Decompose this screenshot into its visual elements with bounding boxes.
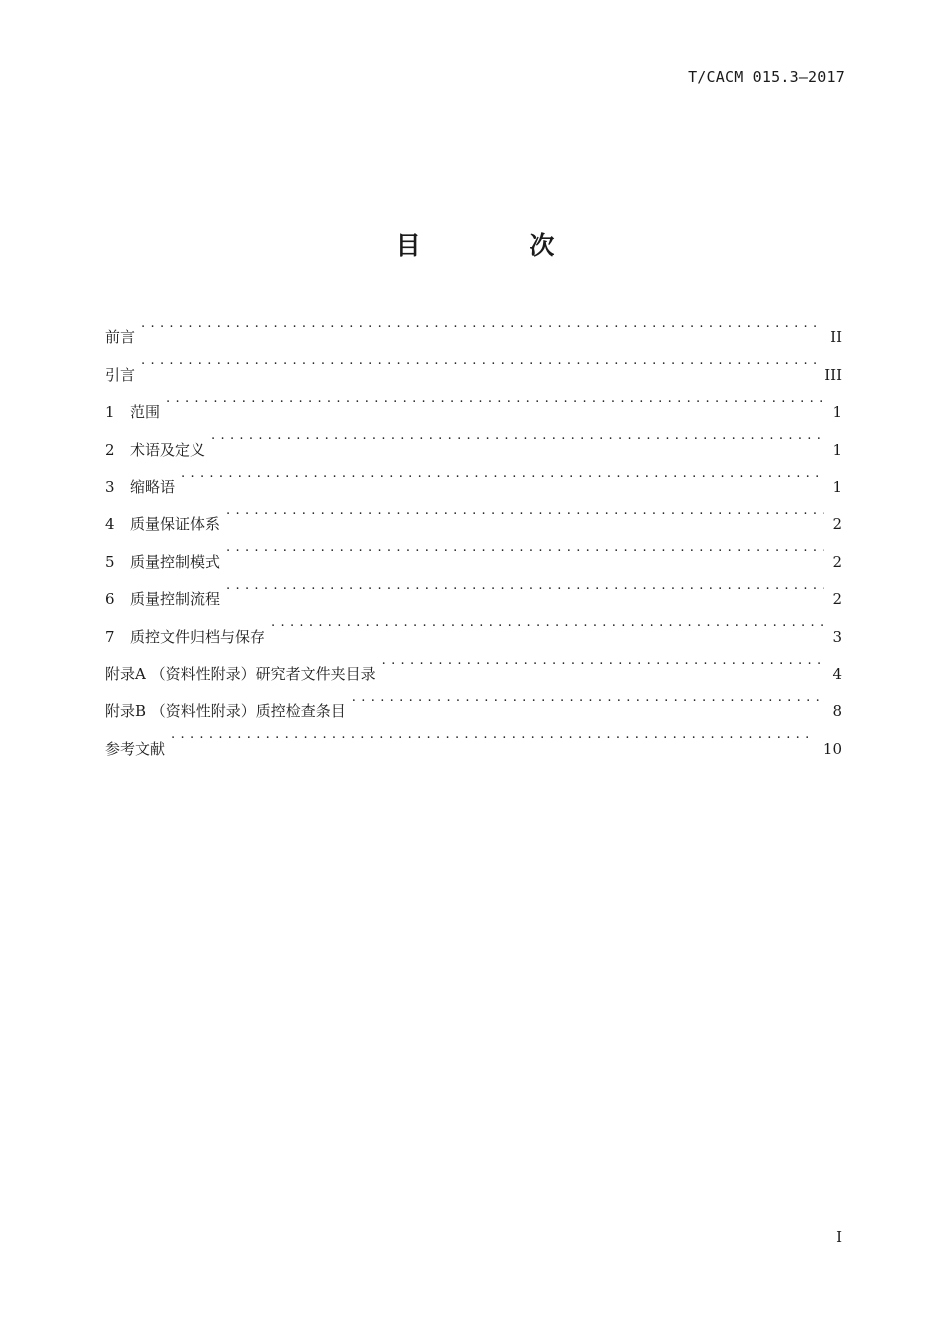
toc-entry-number: 6 [105, 590, 115, 609]
toc-entry-number: 2 [105, 440, 115, 459]
toc-leader-dots [226, 567, 824, 604]
toc-entry-page: 10 [822, 739, 842, 758]
toc-list [105, 305, 842, 758]
toc-leader-dots [271, 604, 824, 641]
toc-entry-page: 1 [832, 440, 842, 459]
toc-entry-number: 4 [105, 515, 115, 534]
toc-entry-quality-assurance[interactable] [105, 492, 842, 534]
toc-leader-dots [211, 417, 824, 454]
page-number: I [836, 1228, 842, 1246]
toc-title: 目 次 [395, 231, 605, 260]
toc-leader-dots [226, 529, 824, 566]
toc-entry-label: 质量控制流程 [130, 590, 221, 609]
toc-leader-dots [181, 455, 824, 492]
toc-leader-dots [382, 642, 825, 679]
toc-entry-page: 1 [832, 403, 842, 422]
toc-entry-page: 8 [832, 702, 842, 721]
toc-entry-label: 附录B （资料性附录）质控检查条目 [105, 702, 346, 721]
toc-leader-dots [166, 380, 824, 417]
toc-entry-page: 2 [832, 515, 842, 534]
toc-entry-abbreviations[interactable] [105, 455, 842, 496]
toc-entry-page: 1 [832, 477, 842, 496]
toc-leader-dots [171, 716, 815, 753]
toc-entry-scope[interactable] [105, 380, 842, 422]
toc-leader-dots [226, 492, 824, 529]
toc-entry-page: 2 [832, 590, 842, 609]
toc-entry-label: 质量控制模式 [130, 552, 221, 571]
toc-entry-page: 3 [832, 627, 842, 646]
document-code: T/CACM 015.3—2017 [688, 68, 845, 86]
toc-entry-label: 前言 [105, 328, 136, 347]
toc-entry-foreword[interactable] [105, 305, 842, 347]
toc-entry-label: 引言 [105, 365, 136, 384]
toc-entry-number: 5 [105, 552, 115, 571]
toc-entry-label: 缩略语 [130, 477, 176, 496]
toc-entry-introduction[interactable] [105, 342, 842, 384]
toc-entry-page: III [824, 365, 842, 384]
toc-entry-page: 4 [832, 664, 842, 683]
toc-entry-label: 范围 [130, 403, 161, 422]
toc-entry-number: 7 [105, 627, 115, 646]
toc-leader-dots [352, 679, 825, 716]
toc-entry-terms[interactable] [105, 417, 842, 459]
toc-leader-dots [141, 342, 816, 379]
toc-entry-page: 2 [832, 552, 842, 571]
toc-entry-label: 参考文献 [105, 739, 166, 758]
toc-entry-number: 3 [105, 477, 115, 496]
toc-entry-label: 术语及定义 [130, 440, 206, 459]
toc-leader-dots [141, 305, 822, 342]
toc-entry-page: II [830, 328, 842, 347]
toc-entry-references[interactable] [105, 716, 842, 758]
toc-entry-label: 附录A （资料性附录）研究者文件夹目录 [105, 664, 376, 683]
toc-entry-label: 质控文件归档与保存 [130, 627, 266, 646]
toc-entry-number: 1 [105, 403, 115, 422]
toc-entry-label: 质量保证体系 [130, 515, 221, 534]
